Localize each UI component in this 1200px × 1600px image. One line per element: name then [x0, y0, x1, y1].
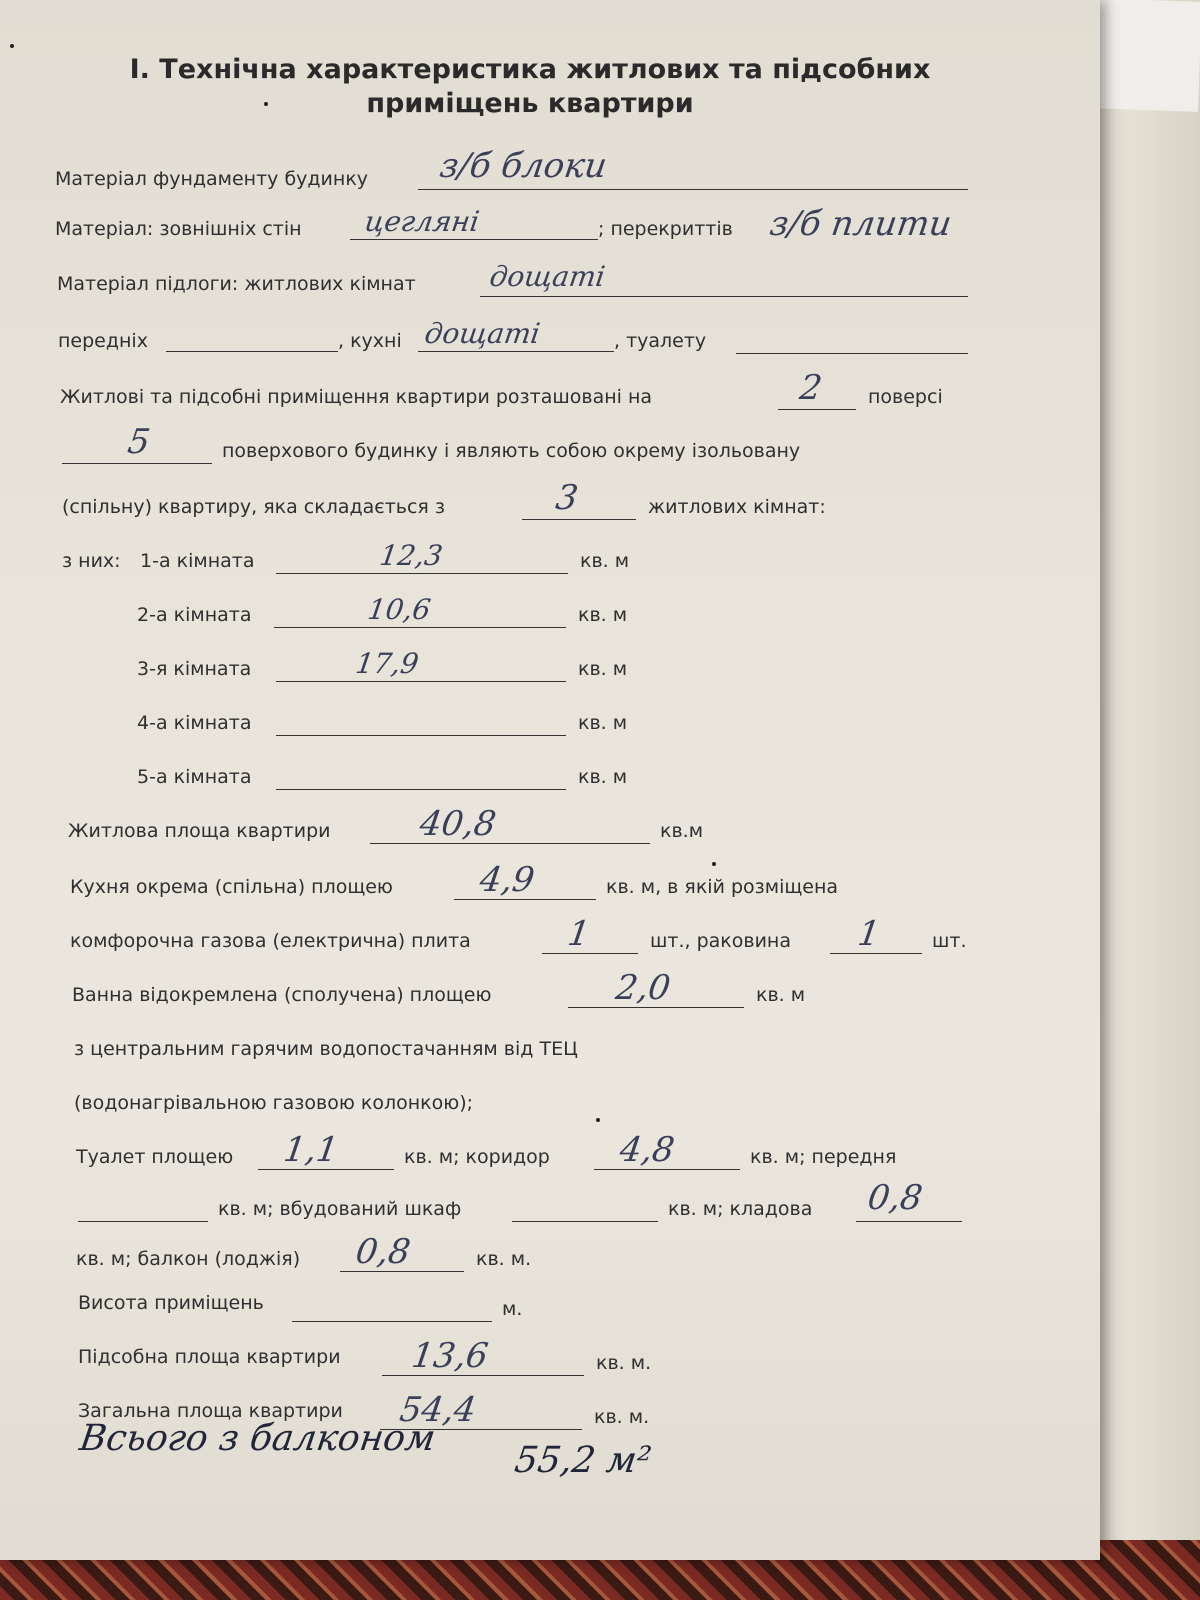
floor-rooms-value: дощаті — [487, 260, 608, 293]
section-title-line1: І. Технічна характеристика житлових та підсобних — [129, 54, 931, 85]
balcony-value: 0,8 — [353, 1232, 413, 1272]
location-text-4: (спільну) квартиру, яка складається з — [62, 496, 445, 518]
toilet-floor-label: , туалету — [614, 330, 707, 352]
room-value-2: 10,6 — [365, 593, 433, 626]
section-title-line2: приміщень квартири — [366, 88, 694, 119]
row-aux-area — [0, 1336, 1100, 1378]
speck — [596, 1118, 600, 1122]
row-toilet — [0, 1130, 1100, 1172]
rooms-prefix: з них: — [62, 550, 121, 572]
aux-area-value: 13,6 — [409, 1336, 491, 1376]
bath-label: Ванна відокремлена (сполучена) площею — [72, 984, 492, 1006]
foundation-label: Матеріал фундаменту будинку — [55, 168, 369, 190]
room-label-2: 2-а кімната — [137, 604, 252, 626]
storeys-value: 5 — [125, 422, 153, 462]
row-water-2 — [0, 1084, 1100, 1118]
sink-unit: шт. — [932, 930, 967, 952]
row-balcony — [0, 1232, 1100, 1274]
storage-line — [856, 1221, 962, 1222]
toilet-value: 1,1 — [281, 1130, 341, 1170]
room-row-5 — [0, 758, 1100, 792]
row-living-area — [0, 804, 1100, 846]
speck — [264, 102, 268, 106]
row-kitchen — [0, 860, 1100, 902]
row-bath — [0, 968, 1100, 1010]
toilet-end: кв. м; передня — [750, 1146, 897, 1168]
closet-label: кв. м; вбудований шкаф — [218, 1198, 462, 1220]
handwritten-note: Всього з балконом — [77, 1418, 438, 1459]
speck — [712, 862, 716, 866]
room-row-2 — [0, 593, 1100, 630]
aux-area-label: Підсобна площа квартири — [78, 1346, 341, 1368]
total-area-label: Загальна площа квартири — [78, 1400, 343, 1422]
location-text-1: Житлові та підсобні приміщення квартири розташовані на — [60, 386, 653, 408]
handwritten-note-value: 55,2 м² — [512, 1440, 654, 1481]
foundation-value: з/б блоки — [437, 146, 610, 186]
location-text-5: житлових кімнат: — [648, 496, 826, 518]
hall-floor-line — [166, 351, 338, 352]
row-water-1 — [0, 1030, 1100, 1064]
room-unit-3: кв. м — [578, 658, 628, 680]
row-foundation — [0, 146, 1100, 194]
toilet-mid: кв. м; коридор — [404, 1146, 550, 1168]
room-value-1: 12,3 — [377, 539, 445, 572]
room-line-4 — [276, 735, 566, 736]
floor-rooms-label: Матеріал підлоги: житлових кімнат — [57, 273, 416, 295]
room-unit-5: кв. м — [578, 766, 628, 788]
room-row-4 — [0, 704, 1100, 738]
height-unit: м. — [502, 1298, 523, 1320]
floor-number-line — [778, 409, 856, 410]
hall-floor-label: передніх — [58, 330, 148, 352]
walls-label: Матеріал: зовнішніх стін — [55, 218, 302, 240]
background-sheet-corner — [1088, 0, 1200, 112]
stove-label: комфорочна газова (електрична) плита — [70, 930, 471, 952]
rooms-count-line — [522, 519, 636, 520]
row-location-3 — [0, 478, 1100, 522]
bath-unit: кв. м — [756, 984, 806, 1006]
row-height — [0, 1290, 1100, 1324]
location-text-2: поверсі — [868, 386, 943, 408]
stove-value: 1 — [565, 914, 593, 954]
toilet-floor-line — [736, 353, 968, 354]
floor-number-value: 2 — [797, 368, 825, 408]
storage-label: кв. м; кладова — [668, 1198, 813, 1220]
row-location-2 — [0, 422, 1100, 466]
row-floor-other — [0, 317, 1100, 356]
rooms-count-value: 3 — [553, 478, 581, 518]
total-area-value: 54,4 — [397, 1390, 479, 1430]
room-row-3 — [0, 647, 1100, 684]
room-unit-2: кв. м — [578, 604, 628, 626]
kitchen-floor-value: дощаті — [422, 317, 543, 350]
room-value-3: 17,9 — [353, 647, 421, 680]
kitchen-value: 4,9 — [477, 860, 537, 900]
aux-area-unit: кв. м. — [596, 1352, 652, 1374]
living-area-value: 40,8 — [417, 804, 499, 844]
bath-value: 2,0 — [613, 968, 673, 1008]
kitchen-label: Кухня окрема (спільна) площею — [70, 876, 393, 898]
height-label: Висота приміщень — [78, 1292, 264, 1314]
row-closet — [0, 1178, 1100, 1224]
floor-rooms-line — [480, 296, 968, 297]
balcony-unit: кв. м. — [476, 1248, 532, 1270]
total-area-unit: кв. м. — [594, 1406, 650, 1428]
room-label-4: 4-а кімната — [137, 712, 252, 734]
room-label-5: 5-а кімната — [137, 766, 252, 788]
row-location-1 — [0, 368, 1100, 412]
corridor-value: 4,8 — [617, 1130, 677, 1170]
room-label-3: 3-я кімната — [137, 658, 252, 680]
speck — [10, 44, 14, 48]
kitchen-floor-label: , кухні — [338, 330, 402, 352]
room-line-1 — [276, 573, 568, 574]
room-unit-4: кв. м — [578, 712, 628, 734]
storeys-line — [62, 463, 212, 464]
row-floor-rooms — [0, 260, 1100, 299]
kitchen-floor-line — [418, 351, 614, 352]
room-line-2 — [274, 627, 566, 628]
row-stove — [0, 914, 1100, 956]
water-text-1: з центральним гарячим водопостачанням від ТЕЦ — [74, 1038, 578, 1060]
hall-area-line — [78, 1221, 208, 1222]
room-line-3 — [276, 681, 566, 682]
closet-line — [512, 1221, 658, 1222]
room-line-5 — [276, 789, 566, 790]
living-area-line — [370, 843, 650, 844]
balcony-label: кв. м; балкон (лоджія) — [76, 1248, 301, 1270]
row-walls — [0, 204, 1100, 244]
room-row-1 — [0, 539, 1100, 576]
kitchen-suffix: кв. м, в якій розміщена — [606, 876, 839, 898]
foundation-line — [418, 189, 968, 190]
stove-mid: шт., раковина — [650, 930, 791, 952]
living-area-unit: кв.м — [660, 820, 704, 842]
sink-value: 1 — [855, 914, 883, 954]
toilet-label: Туалет площею — [76, 1146, 234, 1168]
location-text-3: поверхового будинку і являють собою окрему ізольовану — [222, 440, 801, 462]
water-text-2: (водонагрівальною газовою колонкою); — [74, 1092, 474, 1114]
room-unit-1: кв. м — [580, 550, 630, 572]
storage-value: 0,8 — [865, 1178, 925, 1218]
walls-value: цегляні — [362, 205, 482, 238]
height-line — [292, 1321, 492, 1322]
ceiling-value: з/б плити — [767, 204, 954, 244]
room-label-1: 1-а кімната — [140, 550, 255, 572]
walls-line — [350, 239, 598, 240]
living-area-label: Житлова площа квартири — [68, 820, 331, 842]
ceiling-label: ; перекриттів — [598, 218, 733, 240]
stove-line — [542, 953, 638, 954]
